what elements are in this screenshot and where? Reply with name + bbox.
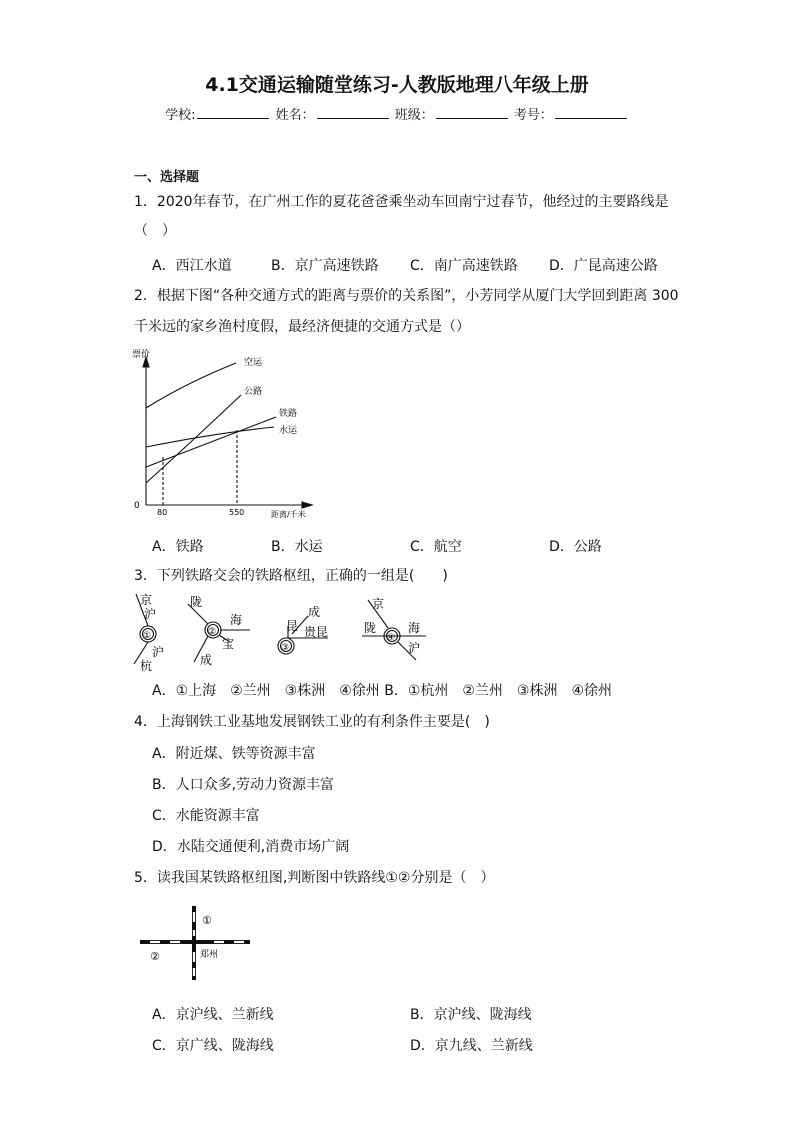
q1-option-d[interactable]: D．广昆高速公路	[549, 258, 658, 274]
q5-option-c[interactable]: C．京广线、陇海线	[152, 1038, 274, 1054]
map-label-1: ①	[202, 914, 212, 927]
name-label: 姓名：	[275, 108, 315, 123]
hub4-label-2: 陇	[364, 621, 377, 635]
q5-text: 5．读我国某铁路枢纽图,判断图中铁路线①②分别是（ ）	[134, 870, 495, 886]
page-title: 4.1交通运输随堂练习-人教版地理八年级上册	[205, 74, 589, 96]
rail-line	[146, 417, 276, 467]
q3-options[interactable]: A．①上海 ②兰州 ③株洲 ④徐州 B．①杭州 ②兰州 ③株洲 ④徐州	[152, 683, 613, 699]
q2-option-c[interactable]: C．航空	[410, 539, 462, 555]
number-label: 考号：	[513, 108, 553, 123]
hub4-label-3: 海	[408, 621, 421, 635]
q3-text: 3．下列铁路交会的铁路枢纽，正确的一组是( )	[134, 568, 448, 584]
q5-option-a[interactable]: A．京沪线、兰新线	[152, 1007, 274, 1023]
q2-option-a[interactable]: A．铁路	[152, 539, 204, 555]
railway-hubs-figure	[126, 592, 436, 672]
series-label-water: 水运	[279, 426, 298, 436]
hub3-label-2: 昆	[286, 619, 299, 633]
q2-option-b[interactable]: B．水运	[271, 539, 323, 555]
school-label: 学校:	[165, 108, 196, 123]
q5-option-d[interactable]: D．京九线、兰新线	[410, 1038, 533, 1054]
hub3-label-3: 贵昆	[304, 625, 329, 639]
class-label: 班级：	[394, 108, 434, 123]
hub2-label-4: 成	[200, 653, 213, 667]
hub2-label-3: 宝	[222, 637, 235, 651]
q4-option-c[interactable]: C．水能资源丰富	[152, 808, 260, 824]
series-label-air: 空运	[244, 358, 263, 368]
zhengzhou-hub-map	[136, 902, 256, 984]
map-city-label: 郑州	[200, 950, 219, 960]
school-blank[interactable]	[197, 106, 269, 119]
hub2-label-2: 海	[230, 613, 243, 627]
q5-option-b[interactable]: B．京沪线、陇海线	[410, 1007, 532, 1023]
q4-option-d[interactable]: D．水陆交通便利,消费市场广阔	[152, 839, 350, 855]
hub1-label-1: 京	[140, 593, 153, 607]
hub2-number: ②	[208, 627, 217, 637]
q1-text: 1．2020年春节，在广州工作的夏花爸爸乘坐动车回南宁过春节，他经过的主要路线是	[134, 194, 669, 210]
q2-text-line2: 千米远的家乡渔村度假，最经济便捷的交通方式是（）	[134, 319, 470, 335]
series-label-rail: 铁路	[279, 409, 298, 419]
number-blank[interactable]	[555, 106, 627, 119]
hub1-number: ①	[143, 631, 152, 641]
tick-80: 80	[157, 508, 168, 517]
hub4-number: ④	[387, 633, 396, 643]
hub2-label-1: 陇	[190, 595, 203, 609]
q1-option-b[interactable]: B．京广高速铁路	[271, 258, 379, 274]
air-line	[146, 363, 236, 408]
tick-550: 550	[229, 508, 245, 517]
x-axis-arrow	[302, 502, 312, 508]
fare-distance-chart	[126, 345, 326, 523]
q1-bracket: （ ）	[134, 223, 176, 239]
hub3-label-1: 成	[308, 605, 321, 619]
series-label-road: 公路	[244, 387, 263, 397]
map-label-2: ②	[150, 950, 160, 963]
q2-option-d[interactable]: D．公路	[549, 539, 602, 555]
chart-xlabel: 距离/千米	[271, 510, 306, 519]
class-blank[interactable]	[436, 106, 508, 119]
name-blank[interactable]	[317, 106, 389, 119]
section-heading: 一、选择题	[134, 170, 200, 185]
chart-ylabel: 票价	[132, 350, 151, 360]
water-line	[146, 427, 274, 447]
q1-option-a[interactable]: A．西江水道	[152, 258, 232, 274]
hub1-label-2: 沪	[144, 607, 157, 621]
q1-option-c[interactable]: C．南广高速铁路	[410, 258, 518, 274]
chart-origin: 0	[134, 501, 140, 511]
q4-option-a[interactable]: A．附近煤、铁等资源丰富	[152, 746, 316, 762]
hub4-label-1: 京	[372, 597, 385, 611]
road-line	[146, 395, 241, 483]
q2-text-line1: 2．根据下图“各种交通方式的距离与票价的关系图”，小芳同学从厦门大学回到距离 300	[134, 288, 679, 304]
hub1-label-4: 杭	[140, 659, 153, 672]
hub1-label-3: 沪	[152, 645, 165, 659]
q4-option-b[interactable]: B．人口众多,劳动力资源丰富	[152, 777, 335, 793]
hub4-label-4: 沪	[408, 641, 421, 655]
q4-text: 4．上海钢铁工业基地发展钢铁工业的有利条件主要是( )	[134, 714, 490, 730]
hub3-number: ③	[281, 643, 290, 653]
student-info-row	[0, 104, 794, 123]
